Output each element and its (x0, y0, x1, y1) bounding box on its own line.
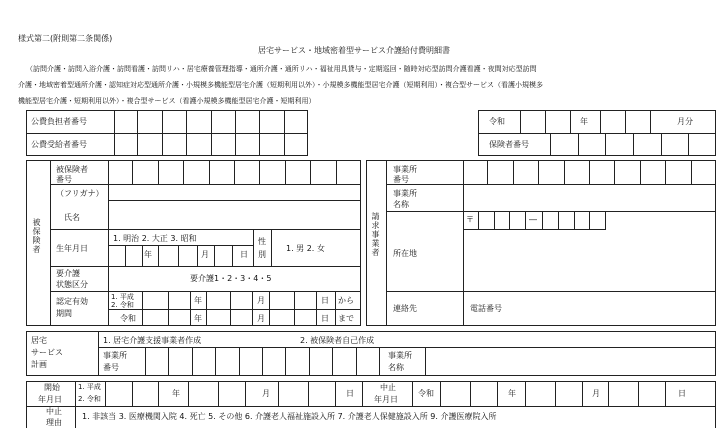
start-era-option-2[interactable]: 2. 令和 (78, 395, 101, 403)
valid-to-month: 月 (257, 314, 265, 323)
birth-month-label: 月 (201, 250, 209, 259)
office-number-label-2: 番号 (393, 175, 409, 184)
valid-from-label: から (338, 296, 354, 305)
valid-to-day: 日 (321, 314, 329, 323)
service-list-line1: （訪問介護・訪問入浴介護・訪問看護・訪問リハ・居宅療養管理指導・通所介護・通所リハ・福祉用具貸与・定期巡回・随時対応型訪問介護看護・夜間対応型訪問 (26, 65, 537, 73)
valid-from-month: 月 (257, 296, 265, 305)
care-plan-label-2: サービス (31, 348, 63, 357)
postal-mark: 〒 (466, 215, 474, 224)
service-list-line2: 介護・地域密着型通所介護・認知症対応型通所介護・小規模多機能型居宅介護（短期利用以外）・小規模多機能型居宅介護（短期利用）・複合型サービス（看護小規模多 (18, 81, 543, 89)
office-name-label-1: 事業所 (393, 189, 417, 198)
care-plan-label-1: 居宅 (31, 336, 47, 345)
postal-dash: ― (529, 215, 537, 224)
valid-to-era: 令和 (120, 314, 136, 323)
furigana-label: （フリガナ） (56, 189, 104, 198)
birthdate-label: 生年月日 (56, 244, 88, 253)
stop-reason-options[interactable]: 1. 非該当 3. 医療機関入院 4. 死亡 5. その他 6. 介護老人福祉施設入所 7. 介護老人保健施設入所 9. 介護医療院入所 (82, 412, 497, 421)
recipient-number-label: 公費受給者番号 (31, 140, 87, 149)
form-number: 様式第二(附則第二条関係) (18, 34, 113, 43)
month-of-label: 月分 (677, 117, 693, 126)
care-plan-label-3: 計画 (31, 360, 47, 369)
insured-number-label-2: 番号 (56, 175, 72, 184)
start-era-option-1[interactable]: 1. 平成 (78, 383, 101, 391)
stop-date-label-2: 年月日 (374, 395, 398, 404)
year-label: 年 (580, 117, 588, 126)
plan-office-number-cells[interactable] (145, 347, 380, 376)
name-label: 氏名 (64, 213, 80, 222)
valid-to-label: まで (338, 314, 354, 323)
era-reiwa-label: 令和 (489, 117, 505, 126)
address-label: 所在地 (393, 249, 417, 258)
care-level-label-2: 状態区分 (56, 280, 88, 289)
start-date-label-1: 開始 (44, 383, 60, 392)
birth-era-options[interactable]: 1. 明治 2. 大正 3. 昭和 (113, 234, 197, 243)
care-plan-option-2[interactable]: 2. 被保険者自己作成 (300, 336, 375, 345)
postal-code-second[interactable] (542, 211, 606, 229)
care-level-options[interactable]: 要介護1・2・3・4・5 (190, 274, 272, 283)
care-level-label-1: 要介護 (56, 269, 80, 278)
start-date-label-2: 年月日 (38, 395, 62, 404)
provider-section-label: 請求事業者 (371, 212, 380, 257)
contact-label: 連絡先 (393, 304, 417, 313)
stop-day-label: 日 (678, 389, 686, 398)
valid-era-option-2[interactable]: 2. 令和 (111, 301, 134, 309)
sex-label-1: 性 (258, 237, 266, 246)
stop-year-label: 年 (508, 389, 516, 398)
birth-year-label: 年 (144, 250, 152, 259)
insurer-number-label: 保険者番号 (489, 140, 529, 149)
office-number-cells[interactable] (463, 160, 716, 184)
start-day-label: 日 (346, 389, 354, 398)
valid-from-year: 年 (194, 296, 202, 305)
stop-date-label-1: 中止 (380, 383, 396, 392)
plan-office-name-label-1: 事業所 (388, 351, 412, 360)
plan-office-number-label-1: 事業所 (103, 351, 127, 360)
public-expense-digit-cells[interactable] (114, 110, 308, 156)
plan-office-name-label-2: 名称 (388, 363, 404, 372)
form-title: 居宅サービス・地域密着型サービス介護給付費明細書 (258, 46, 450, 55)
valid-period-label-1: 認定有効 (56, 297, 88, 306)
stop-month-label: 月 (592, 389, 600, 398)
stop-reason-label-1: 中止 (46, 407, 62, 416)
service-list-line3: 機能型居宅介護・短期利用以外）・複合型サービス（看護小規模多機能型居宅介護・短期利用） (18, 97, 316, 105)
sex-label-2: 別 (258, 250, 266, 259)
service-period-box (26, 381, 716, 407)
valid-to-year: 年 (194, 314, 202, 323)
postal-code-first[interactable] (478, 211, 526, 229)
stop-era-label: 令和 (418, 389, 434, 398)
insurer-number-cells[interactable] (550, 133, 716, 156)
sex-options[interactable]: 1. 男 2. 女 (286, 244, 325, 253)
office-number-label-1: 事業所 (393, 165, 417, 174)
birth-day-label: 日 (240, 250, 248, 259)
insured-section-label: 被保険者 (32, 218, 41, 254)
payer-number-label: 公費負担者番号 (31, 117, 87, 126)
care-plan-option-1[interactable]: 1. 居宅介護支援事業者作成 (103, 336, 202, 345)
valid-era-option-1[interactable]: 1. 平成 (111, 293, 134, 301)
start-year-label: 年 (172, 389, 180, 398)
office-name-label-2: 名称 (393, 200, 409, 209)
start-month-label: 月 (262, 389, 270, 398)
insured-number-cells[interactable] (108, 160, 361, 184)
valid-period-label-2: 期間 (56, 309, 72, 318)
plan-office-number-label-2: 番号 (103, 363, 119, 372)
valid-from-day: 日 (321, 296, 329, 305)
insured-number-label-1: 被保険者 (56, 165, 88, 174)
stop-reason-label-2: 理由 (46, 418, 62, 427)
phone-number-label: 電話番号 (470, 304, 502, 313)
